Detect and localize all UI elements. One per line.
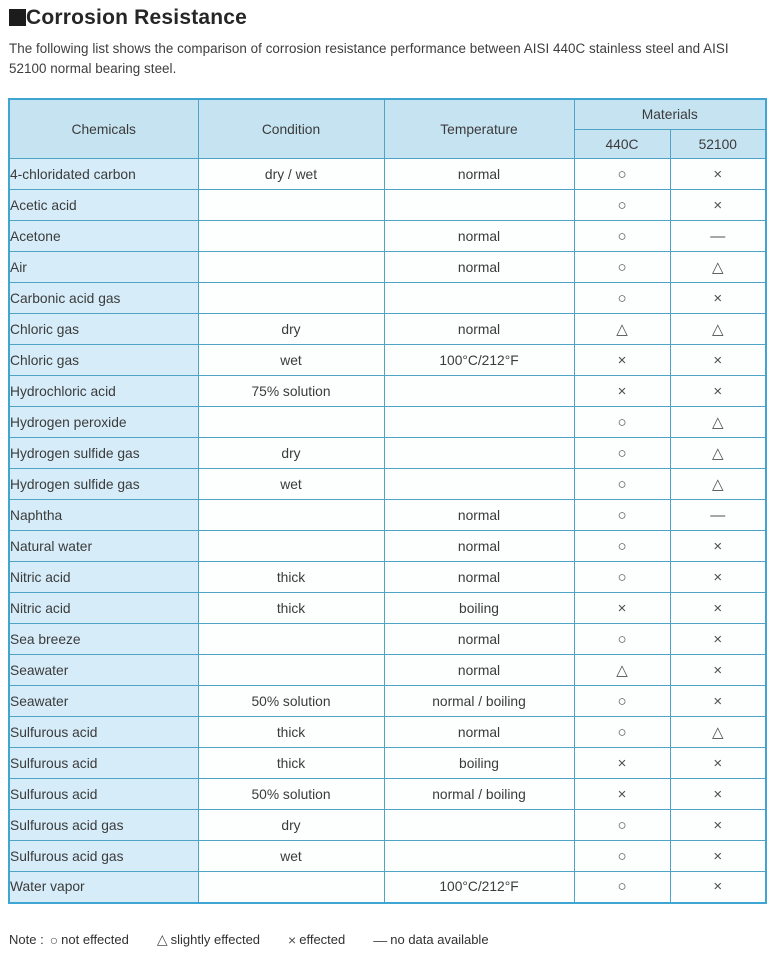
chemical-cell: 4-chloridated carbon: [9, 159, 198, 190]
table-row: [9, 438, 766, 469]
chemical-cell: Chloric gas: [9, 345, 198, 376]
note-label: Note :: [9, 932, 44, 947]
table-row: [9, 314, 766, 345]
material-52100-cell: ×: [670, 686, 766, 717]
chemical-cell: Nitric acid: [9, 562, 198, 593]
table-row: [9, 221, 766, 252]
table-row: [9, 500, 766, 531]
temperature-cell: [384, 190, 574, 221]
cross-icon: ×: [288, 931, 297, 948]
material-440c-cell: ×: [574, 748, 670, 779]
material-52100-cell: ×: [670, 345, 766, 376]
table-row: [9, 655, 766, 686]
condition-cell: [198, 190, 384, 221]
material-52100-cell: ×: [670, 779, 766, 810]
material-52100-cell: ×: [670, 872, 766, 903]
table-row: [9, 252, 766, 283]
chemical-cell: Natural water: [9, 531, 198, 562]
chemical-cell: Sulfurous acid: [9, 779, 198, 810]
material-440c-cell: ○: [574, 438, 670, 469]
page-title: Corrosion Resistance: [26, 5, 248, 29]
material-440c-cell: ×: [574, 593, 670, 624]
material-440c-cell: ○: [574, 531, 670, 562]
col-header-condition: Condition: [198, 99, 384, 159]
temperature-cell: normal / boiling: [384, 779, 574, 810]
legend-item-not-effected: [50, 932, 129, 948]
material-52100-cell: △: [670, 314, 766, 345]
legend-text: not effected: [61, 932, 129, 947]
chemical-cell: Hydrochloric acid: [9, 376, 198, 407]
condition-cell: thick: [198, 717, 384, 748]
description: The following list shows the comparison of corrosion resistance performance between AISI 440C stainless steel and AISI 52100 normal bearing steel.: [9, 41, 729, 76]
table-row: [9, 748, 766, 779]
section-header: [0, 0, 772, 31]
material-440c-cell: ○: [574, 562, 670, 593]
temperature-cell: normal: [384, 717, 574, 748]
material-440c-cell: ○: [574, 221, 670, 252]
condition-cell: dry: [198, 438, 384, 469]
material-52100-cell: △: [670, 717, 766, 748]
chemical-cell: Carbonic acid gas: [9, 283, 198, 314]
col-header-chemicals: Chemicals: [9, 99, 198, 159]
chemical-cell: Acetone: [9, 221, 198, 252]
table-header: [9, 99, 766, 159]
chemical-cell: Hydrogen peroxide: [9, 407, 198, 438]
temperature-cell: 100°C/212°F: [384, 345, 574, 376]
chemical-cell: Water vapor: [9, 872, 198, 903]
temperature-cell: normal: [384, 252, 574, 283]
temperature-cell: normal: [384, 655, 574, 686]
condition-cell: thick: [198, 593, 384, 624]
chemical-cell: Naphtha: [9, 500, 198, 531]
material-440c-cell: ○: [574, 717, 670, 748]
table-row: [9, 376, 766, 407]
material-52100-cell: ×: [670, 655, 766, 686]
material-52100-cell: △: [670, 252, 766, 283]
condition-cell: [198, 252, 384, 283]
table-row: [9, 562, 766, 593]
triangle-icon: △: [156, 931, 168, 947]
material-440c-cell: ○: [574, 283, 670, 314]
condition-cell: wet: [198, 841, 384, 872]
circle-icon: ○: [49, 931, 59, 948]
legend-text: slightly effected: [170, 932, 261, 947]
temperature-cell: normal: [384, 500, 574, 531]
table-body: [9, 159, 766, 903]
temperature-cell: boiling: [384, 748, 574, 779]
material-440c-cell: ○: [574, 872, 670, 903]
temperature-cell: [384, 841, 574, 872]
table-row: [9, 469, 766, 500]
table-row: [9, 717, 766, 748]
legend-text: no data available: [390, 932, 489, 947]
corrosion-resistance-table: [8, 98, 767, 904]
temperature-cell: normal: [384, 221, 574, 252]
condition-cell: [198, 283, 384, 314]
condition-cell: [198, 872, 384, 903]
chemical-cell: Acetic acid: [9, 190, 198, 221]
chemical-cell: Air: [9, 252, 198, 283]
condition-cell: wet: [198, 469, 384, 500]
material-52100-cell: ×: [670, 190, 766, 221]
material-440c-cell: ○: [574, 159, 670, 190]
col-header-52100: 52100: [670, 130, 766, 159]
material-440c-cell: △: [574, 314, 670, 345]
chemical-cell: Hydrogen sulfide gas: [9, 438, 198, 469]
material-440c-cell: ○: [574, 469, 670, 500]
temperature-cell: normal: [384, 314, 574, 345]
material-52100-cell: ×: [670, 841, 766, 872]
condition-cell: thick: [198, 562, 384, 593]
table-row: [9, 872, 766, 903]
table-row: [9, 810, 766, 841]
material-52100-cell: ×: [670, 810, 766, 841]
material-52100-cell: ×: [670, 624, 766, 655]
material-52100-cell: ×: [670, 562, 766, 593]
material-52100-cell: ×: [670, 748, 766, 779]
dash-icon: —: [373, 931, 388, 948]
condition-cell: 50% solution: [198, 686, 384, 717]
chemical-cell: Sea breeze: [9, 624, 198, 655]
material-440c-cell: ○: [574, 686, 670, 717]
temperature-cell: normal / boiling: [384, 686, 574, 717]
condition-cell: [198, 221, 384, 252]
condition-cell: dry / wet: [198, 159, 384, 190]
material-440c-cell: ○: [574, 500, 670, 531]
table-row: [9, 686, 766, 717]
chemical-cell: Chloric gas: [9, 314, 198, 345]
condition-cell: dry: [198, 810, 384, 841]
table-row: [9, 593, 766, 624]
condition-cell: 50% solution: [198, 779, 384, 810]
material-440c-cell: ×: [574, 779, 670, 810]
table-row: [9, 624, 766, 655]
material-52100-cell: ×: [670, 376, 766, 407]
condition-cell: dry: [198, 314, 384, 345]
material-52100-cell: ×: [670, 531, 766, 562]
condition-cell: [198, 531, 384, 562]
material-52100-cell: △: [670, 407, 766, 438]
material-440c-cell: △: [574, 655, 670, 686]
legend-text: effected: [299, 932, 346, 947]
table-row: [9, 841, 766, 872]
material-440c-cell: ○: [574, 190, 670, 221]
chemical-cell: Seawater: [9, 655, 198, 686]
condition-cell: wet: [198, 345, 384, 376]
table-row: [9, 531, 766, 562]
temperature-cell: [384, 407, 574, 438]
material-440c-cell: ○: [574, 810, 670, 841]
material-52100-cell: △: [670, 469, 766, 500]
temperature-cell: [384, 376, 574, 407]
col-header-440c: 440C: [574, 130, 670, 159]
table-row: [9, 779, 766, 810]
table-row: [9, 407, 766, 438]
material-440c-cell: ×: [574, 345, 670, 376]
temperature-cell: normal: [384, 562, 574, 593]
temperature-cell: normal: [384, 159, 574, 190]
condition-cell: [198, 500, 384, 531]
legend-note: [9, 931, 517, 948]
legend-item-no-data: [373, 932, 488, 948]
temperature-cell: 100°C/212°F: [384, 872, 574, 903]
chemical-cell: Sulfurous acid gas: [9, 841, 198, 872]
condition-cell: [198, 407, 384, 438]
col-header-temperature: Temperature: [384, 99, 574, 159]
chemical-cell: Hydrogen sulfide gas: [9, 469, 198, 500]
legend-item-effected: [288, 932, 345, 948]
table-row: [9, 345, 766, 376]
material-440c-cell: ○: [574, 624, 670, 655]
temperature-cell: normal: [384, 624, 574, 655]
condition-cell: 75% solution: [198, 376, 384, 407]
temperature-cell: boiling: [384, 593, 574, 624]
table-row: [9, 283, 766, 314]
material-52100-cell: —: [670, 500, 766, 531]
table-row: [9, 190, 766, 221]
header-row-1: [9, 99, 766, 130]
chemical-cell: Sulfurous acid: [9, 717, 198, 748]
material-440c-cell: ×: [574, 376, 670, 407]
temperature-cell: normal: [384, 531, 574, 562]
condition-cell: [198, 655, 384, 686]
material-52100-cell: ×: [670, 593, 766, 624]
chemical-cell: Sulfurous acid gas: [9, 810, 198, 841]
chemical-cell: Sulfurous acid: [9, 748, 198, 779]
chemical-cell: Nitric acid: [9, 593, 198, 624]
col-header-materials: Materials: [574, 99, 766, 130]
material-52100-cell: ×: [670, 159, 766, 190]
table-row: [9, 159, 766, 190]
temperature-cell: [384, 438, 574, 469]
material-52100-cell: ×: [670, 283, 766, 314]
legend-item-slightly-effected: [157, 931, 260, 948]
material-440c-cell: ○: [574, 252, 670, 283]
temperature-cell: [384, 810, 574, 841]
material-440c-cell: ○: [574, 841, 670, 872]
temperature-cell: [384, 283, 574, 314]
chemical-cell: Seawater: [9, 686, 198, 717]
section-marker-icon: [9, 9, 26, 26]
material-440c-cell: ○: [574, 407, 670, 438]
temperature-cell: [384, 469, 574, 500]
material-52100-cell: —: [670, 221, 766, 252]
condition-cell: thick: [198, 748, 384, 779]
material-52100-cell: △: [670, 438, 766, 469]
condition-cell: [198, 624, 384, 655]
